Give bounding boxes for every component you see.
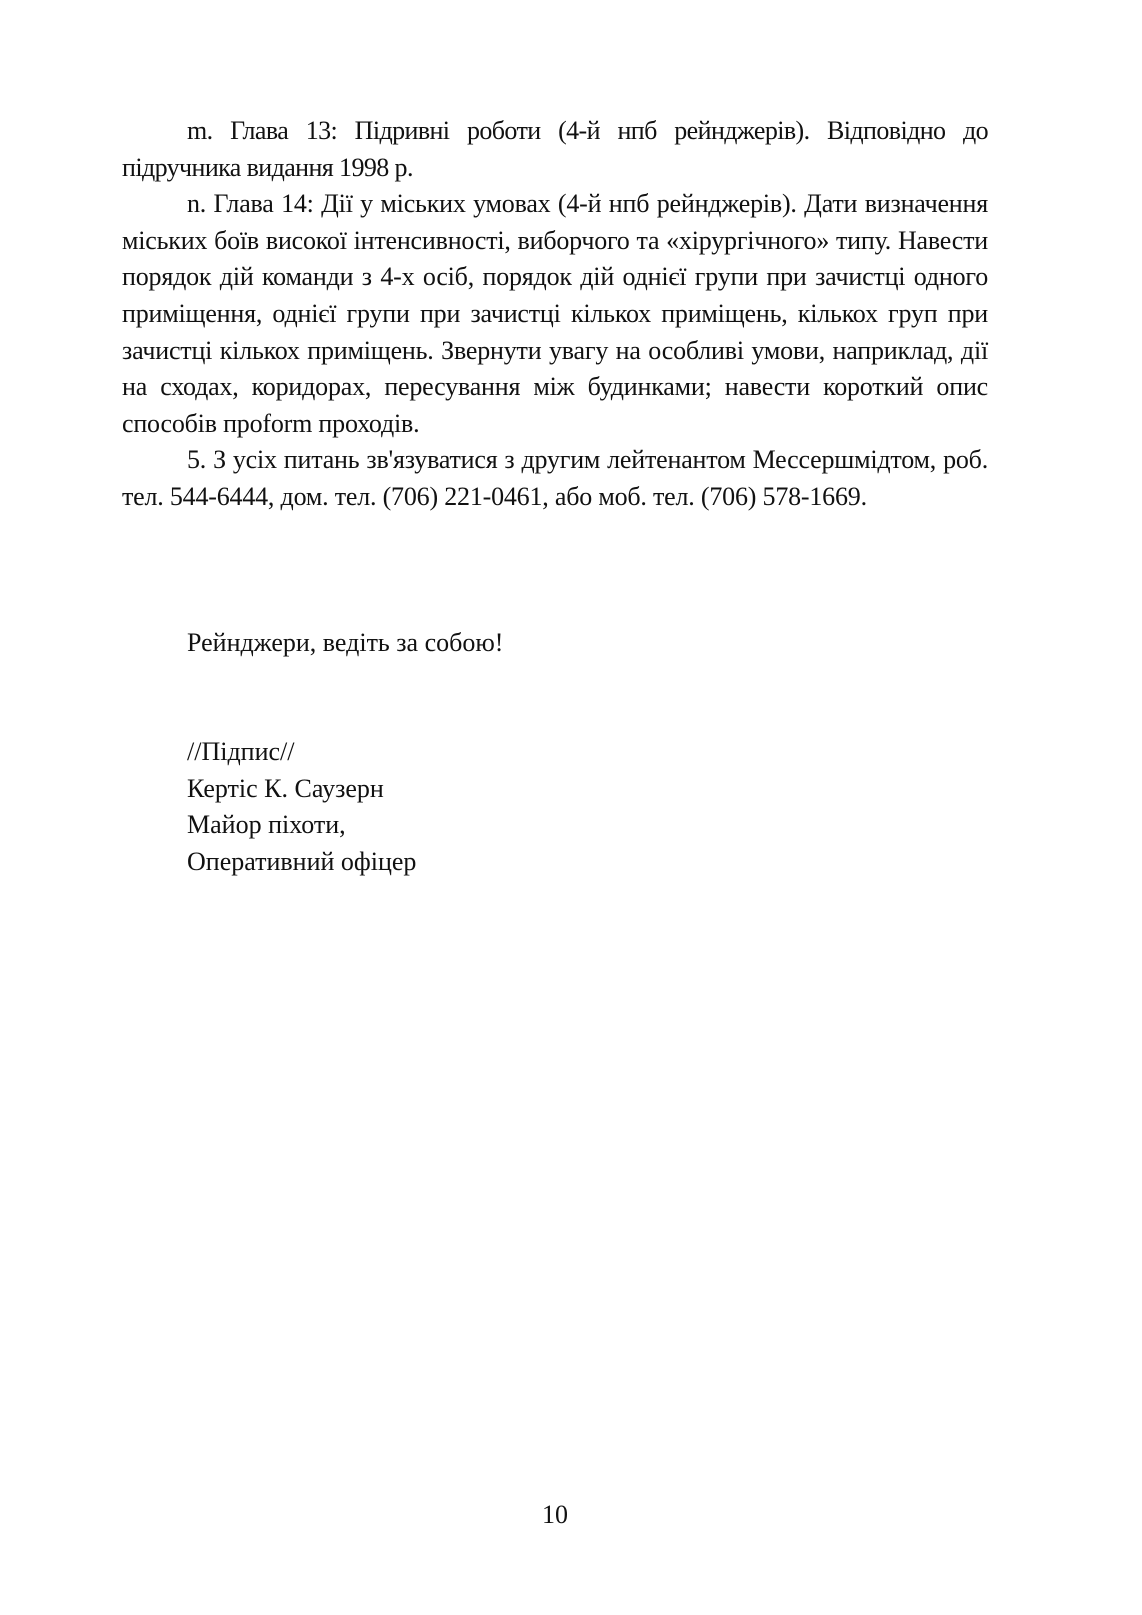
signer-rank: Майор піхоти,: [187, 810, 346, 840]
signer-position: Оперативний офіцер: [187, 846, 417, 876]
paragraph-5: 5. З усіх питань зв'язуватися з другим лейтенантом Мессершмідтом, роб. тел. 544-6444, дом. тел. (706) 221-0461, або моб. тел. (706) 578-1669.: [122, 445, 988, 511]
closing-line: Рейнджери, ведіть за собою!: [187, 628, 504, 657]
signature-mark: //Підпис//: [187, 737, 295, 766]
paragraph-n: n. Глава 14: Дії у міських умовах (4-й нпб рейнджерів). Дати визначення міських боїв високої інтенсивності, виборчого та «хірургічного» типу. Навести порядок дій команди з 4-х осіб, порядок дій однієї групи при зачистці одного приміщення, однієї групи при зачистці кількох приміщень, кількох груп при зачистці кількох приміщень. Звернути увагу на особливі умови, наприклад, дії на сходах, коридорах, пересування між будинками; навести короткий опис способів проform проходів.: [122, 189, 988, 438]
signature-block: [187, 734, 416, 880]
signer-name: Кертіс К. Саузерн: [187, 773, 384, 803]
body-text: [122, 113, 988, 516]
page-number: 10: [542, 1500, 568, 1529]
paragraph-m: m. Глава 13: Підривні роботи (4-й нпб рейнджерів). Відповідно до підручника видання 1998 р.: [122, 116, 988, 182]
